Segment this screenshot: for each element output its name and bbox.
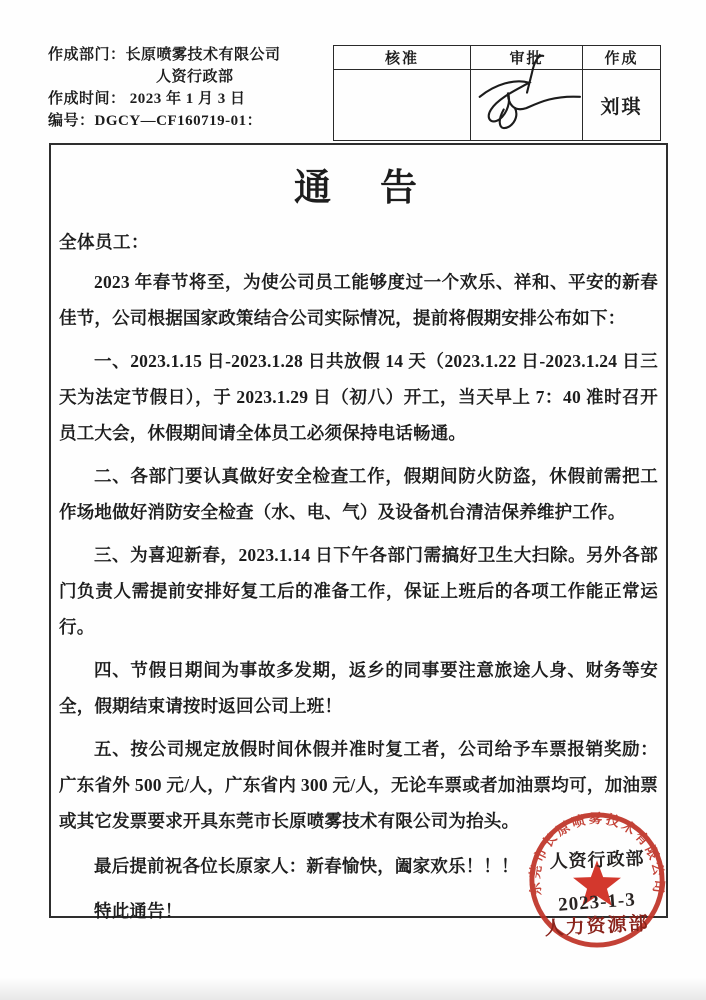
meta-department-label: 作成部门：	[48, 47, 126, 63]
approval-table	[333, 45, 661, 141]
page-bottom-shadow	[0, 978, 706, 1000]
notice-paragraph-item1: 一、2023.1.15 日-2023.1.28 日共放假 14 天（2023.1.22 日-2023.1.24 日三天为法定节假日），于 2023.1.29 日（初八）开工，当天早上 7：40 准时召开员工大会，休假期间请全体员工必须保持电话畅通。	[59, 351, 658, 443]
meta-department-line	[48, 44, 338, 66]
notice-title: 通 告	[294, 168, 423, 209]
approval-header-hezhun: 核准	[334, 46, 471, 70]
notice-salutation: 全体员工：	[59, 232, 149, 252]
stamp-bottom-text: 人力资源部	[544, 913, 651, 940]
notice-closing-wish: 最后提前祝各位长原家人：新春愉快，阖家欢乐！！！	[94, 856, 519, 876]
approval-table-body-row	[334, 70, 661, 141]
notice-paragraph-intro: 2023 年春节将至，为使公司员工能够度过一个欢乐、祥和、平安的新春佳节，公司根据国家政策结合公司实际情况，提前将假期安排公布如下：	[59, 272, 658, 328]
meta-department-company: 长原喷雾技术有限公司	[125, 47, 281, 63]
approval-cell-hezhun	[334, 70, 471, 141]
notice-paragraph-item4: 四、节假日期间为事故多发期，返乡的同事要注意旅途人身、财务等安全，假期结束请按时返回公司上班！	[59, 660, 658, 716]
notice-paragraph-item3: 三、为喜迎新春，2023.1.14 日下午各部门需搞好卫生大扫除。另外各部门负责人需提前安排好复工后的准备工作，保证上班后的各项工作能正常运行。	[59, 545, 658, 637]
notice-closing-statement: 特此通告！	[94, 901, 183, 921]
approval-cell-zuocheng: 刘琪	[583, 70, 661, 141]
approval-header-zuocheng: 作成	[583, 46, 661, 70]
meta-department-line2	[48, 66, 338, 88]
notice-body-box	[49, 143, 668, 921]
stamp-ring-text: 东莞市长原喷雾技术有限公司	[527, 811, 667, 897]
meta-date-line: 作成时间： 2023 年 1 月 3 日	[48, 91, 246, 107]
notice-paragraph-item5: 五、按公司规定放假时间休假并准时复工者，公司给予车票报销奖励：广东省外 500 元/人，广东省内 300 元/人，无论车票或者加油票均可，加油票或其它发票要求开具东莞市长原喷雾技术有限公司为抬头。	[59, 739, 658, 831]
approval-cell-shenpi	[471, 70, 583, 141]
stamp-department-text: 人资行政部	[549, 848, 645, 872]
approval-table-header-row	[334, 46, 661, 70]
notice-paragraph-item2: 二、各部门要认真做好安全检查工作，假期间防火防盗，休假前需把工作场地做好消防安全检查（水、电、气）及设备机台清洁保养维护工作。	[59, 466, 658, 522]
company-stamp	[527, 810, 667, 950]
meta-number-line: 编号：DGCY—CF160719-01：	[48, 113, 263, 129]
stamp-date-text: 2023-1-3	[557, 889, 637, 916]
approval-header-shenpi: 审批	[471, 46, 583, 70]
meta-department-subunit: 人资行政部	[156, 69, 234, 85]
document-meta-block	[48, 44, 338, 132]
